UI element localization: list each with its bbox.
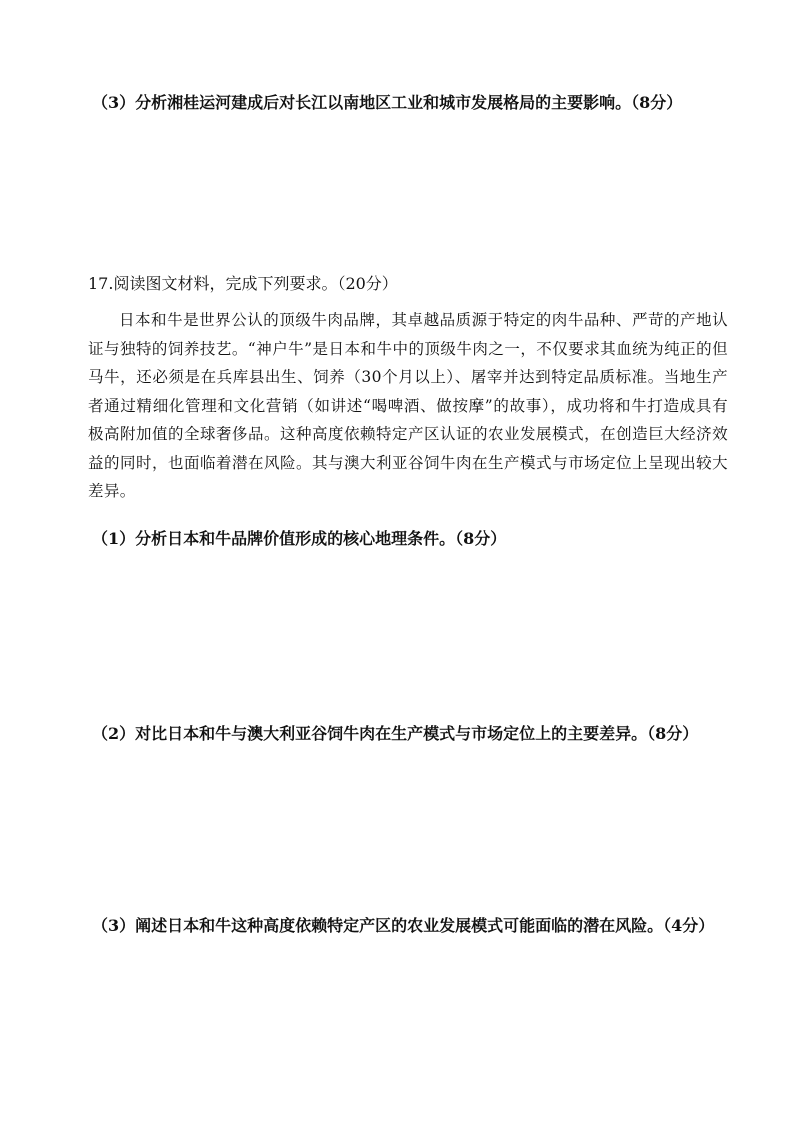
question-17-part-3: （3）阐述日本和牛这种高度依赖特定产区的农业发展模式可能面临的潜在风险。（4分） [92, 916, 715, 935]
question-17-part-2: （2）对比日本和牛与澳大利亚谷饲牛肉在生产模式与市场定位上的主要差异。（8分） [92, 724, 699, 743]
question-17-passage: 日本和牛是世界公认的顶级牛肉品牌，其卓越品质源于特定的肉牛品种、严苛的产地认证与独特的饲养技艺。“神户牛”是日本和牛中的顶级牛肉之一，不仅要求其血统为纯正的但马牛，还必须是在兵库县出生、饲养（30个月以上）、屠宰并达到特定品质标准。当地生产者通过精细化管理和文化营销（如讲述“喝啤酒、做按摩”的故事），成功将和牛打造成具有极高附加值的全球奢侈品。这种高度依赖特定产区认证的农业发展模式，在创造巨大经济效益的同时，也面临着潜在风险。其与澳大利亚谷饲牛肉在生产模式与市场定位上呈现出较大差异。 [88, 311, 728, 500]
question-17-part-1: （1）分析日本和牛品牌价值形成的核心地理条件。（8分） [92, 529, 507, 548]
question-17-heading: 17.阅读图文材料，完成下列要求。（20分） [88, 274, 398, 293]
question-16-part-3: （3）分析湘桂运河建成后对长江以南地区工业和城市发展格局的主要影响。（8分） [92, 93, 683, 112]
